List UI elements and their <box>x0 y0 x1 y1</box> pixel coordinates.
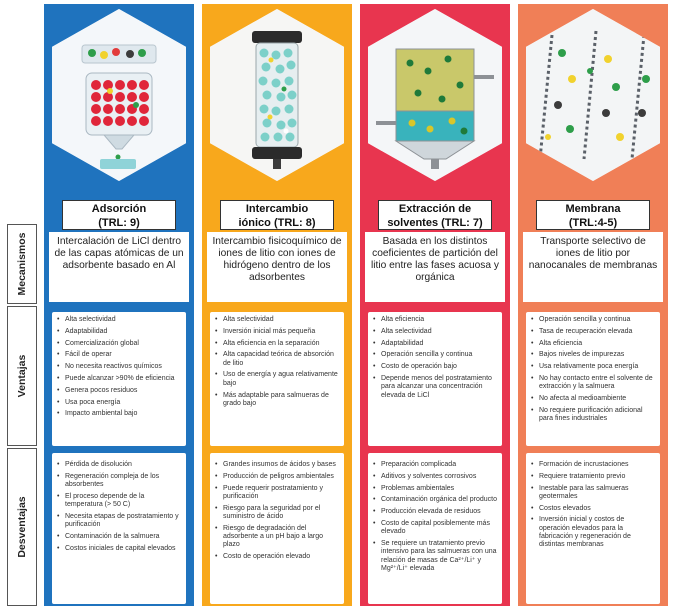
list-item: • Pérdida de disolución <box>57 461 181 469</box>
list-item: • Tasa de recuperación elevada <box>531 328 655 336</box>
column-intercambio-ionico <box>202 4 352 606</box>
list-item: • Inestable para las salmueras geotermales <box>531 485 655 502</box>
list-item: • Comercialización global <box>57 340 181 348</box>
list-item: • Costo de operación bajo <box>373 363 497 371</box>
disadvantages-list <box>215 461 339 561</box>
disadvantages-box <box>368 453 502 604</box>
disadvantages-box <box>210 453 344 604</box>
list-item: • El proceso depende de la temperatura (> 50 C) <box>57 493 181 510</box>
list-item: • Problemas ambientales <box>373 485 497 493</box>
list-item: • Inversión inicial más pequeña <box>215 328 339 336</box>
ion-exchange-column-illustration <box>210 9 344 181</box>
solvent-extraction-vessel-illustration <box>368 9 502 181</box>
list-item: • Costo de operación elevado <box>215 553 339 561</box>
mechanism-text: Intercambio fisicoquímico de iones de litio con iones de hidrógeno dentro de los adsorbentes <box>207 232 347 302</box>
list-item: • Impacto ambiental bajo <box>57 410 181 418</box>
list-item: • No hay contacto entre el solvente de extracción y la salmuera <box>531 375 655 392</box>
list-item: • Alta selectividad <box>57 316 181 324</box>
list-item: • Puede requerir postratamiento y purificación <box>215 485 339 502</box>
list-item: • Genera pocos residuos <box>57 387 181 395</box>
mechanism-text: Basada en los distintos coeficientes de partición del litio entre las fases acuosa y orgánica <box>365 232 505 302</box>
list-item: • Riesgo de degradación del adsorbente a un pH bajo a largo plazo <box>215 525 339 550</box>
disadvantages-list <box>373 461 497 573</box>
list-item: • Producción de peligros ambientales <box>215 473 339 481</box>
list-item: • Adaptabilidad <box>57 328 181 336</box>
membrane-channels-illustration <box>526 9 660 181</box>
list-item: • Uso de energía y agua relativamente bajo <box>215 371 339 388</box>
row-label-mecanismos: Mecanismos <box>7 224 37 304</box>
technology-title: Intercambio iónico (TRL: 8) <box>220 200 334 230</box>
advantages-box <box>210 312 344 446</box>
list-item: • Regeneración compleja de los absorbentes <box>57 473 181 490</box>
list-item: • Alta capacidad teórica de absorción de litio <box>215 351 339 368</box>
list-item: • Riesgo para la seguridad por el suministro de ácido <box>215 505 339 522</box>
mechanism-text: Transporte selectivo de iones de litio por nanocanales de membranas <box>523 232 663 302</box>
disadvantages-box <box>52 453 186 604</box>
technology-title: Extracción de solventes (TRL: 7) <box>378 200 492 230</box>
list-item: • Operación sencilla y continua <box>373 351 497 359</box>
advantages-box <box>526 312 660 446</box>
column-adsorcion <box>44 4 194 606</box>
list-item: • Usa poca energía <box>57 399 181 407</box>
list-item: • Adaptabilidad <box>373 340 497 348</box>
list-item: • Producción elevada de residuos <box>373 508 497 516</box>
list-item: • Formación de incrustaciones <box>531 461 655 469</box>
list-item: • Bajos niveles de impurezas <box>531 351 655 359</box>
disadvantages-box <box>526 453 660 604</box>
list-item: • Aditivos y solventes corrosivos <box>373 473 497 481</box>
list-item: • Operación sencilla y continua <box>531 316 655 324</box>
list-item: • Alta eficiencia en la separación <box>215 340 339 348</box>
list-item: • Más adaptable para salmueras de grado bajo <box>215 392 339 409</box>
list-item: • Grandes insumos de ácidos y bases <box>215 461 339 469</box>
mechanism-text: Intercalación de LiCl dentro de las capas atómicas de un adsorbente basado en Al <box>49 232 189 302</box>
list-item: • Inversión inicial y costos de operación elevados para la fabricación y regeneración de distintas membranas <box>531 516 655 549</box>
advantages-list <box>373 316 497 400</box>
adsorption-column-illustration <box>52 9 186 181</box>
list-item: • Costos iniciales de capital elevados <box>57 545 181 553</box>
list-item: • Alta eficiencia <box>531 340 655 348</box>
disadvantages-list <box>57 461 181 553</box>
list-item: • No necesita reactivos químicos <box>57 363 181 371</box>
list-item: • Alta selectividad <box>215 316 339 324</box>
technology-title: Adsorción (TRL: 9) <box>62 200 176 230</box>
list-item: • No requiere purificación adicional para fines industriales <box>531 407 655 424</box>
column-extraccion-solventes <box>360 4 510 606</box>
advantages-list <box>57 316 181 419</box>
list-item: • Usa relativamente poca energía <box>531 363 655 371</box>
disadvantages-list <box>531 461 655 550</box>
advantages-box <box>368 312 502 446</box>
list-item: • Se requiere un tratamiento previo intensivo para las salmueras con una relación de masas de Ca²⁺/Li⁺ y Mg²⁺/Li⁺ elevada <box>373 540 497 573</box>
list-item: • No afecta al medioambiente <box>531 395 655 403</box>
advantages-list <box>531 316 655 423</box>
list-item: • Costo de capital posiblemente más elevado <box>373 520 497 537</box>
list-item: • Preparación complicada <box>373 461 497 469</box>
row-label-ventajas: Ventajas <box>7 306 37 446</box>
list-item: • Fácil de operar <box>57 351 181 359</box>
column-membrana <box>518 4 668 606</box>
advantages-box <box>52 312 186 446</box>
row-label-desventajas: Desventajas <box>7 448 37 606</box>
list-item: • Contaminación orgánica del producto <box>373 496 497 504</box>
list-item: • Necesita etapas de postratamiento y purificación <box>57 513 181 530</box>
list-item: • Alta selectividad <box>373 328 497 336</box>
advantages-list <box>215 316 339 408</box>
list-item: • Puede alcanzar >90% de eficiencia <box>57 375 181 383</box>
list-item: • Requiere tratamiento previo <box>531 473 655 481</box>
technology-title: Membrana (TRL:4-5) <box>536 200 650 230</box>
list-item: • Contaminación de la salmuera <box>57 533 181 541</box>
list-item: • Depende menos del postratamiento para alcanzar una concentración elevada de LiCl <box>373 375 497 400</box>
list-item: • Costos elevados <box>531 505 655 513</box>
list-item: • Alta eficiencia <box>373 316 497 324</box>
